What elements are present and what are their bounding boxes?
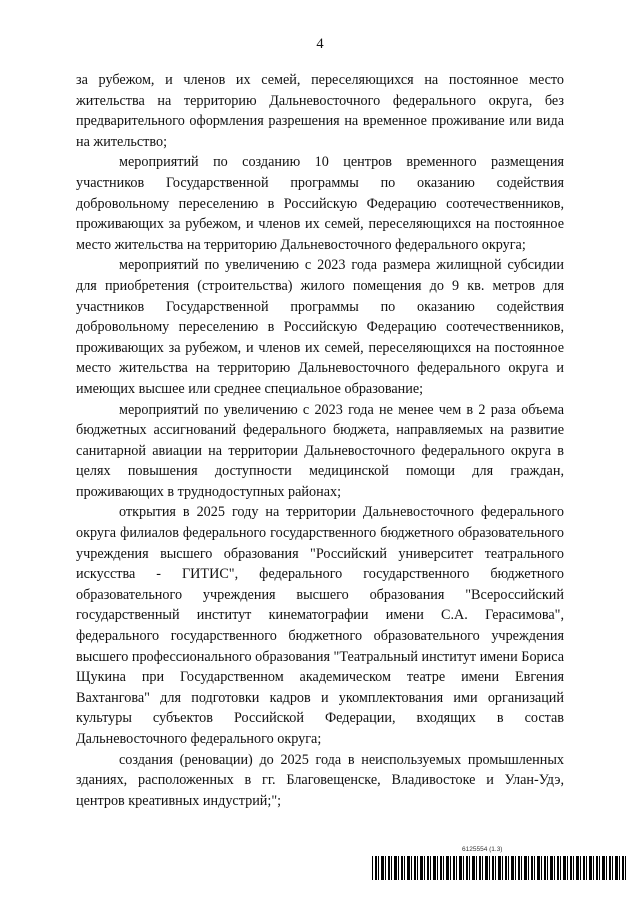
barcode — [372, 846, 632, 886]
page-number: 4 — [316, 36, 324, 52]
paragraph-1: за рубежом, и членов их семей, переселяющихся на постоянное место жительства на территорию Дальневосточного федерального округа, без предварительного оформления разрешения на временное проживание или вида на жительство; — [76, 72, 564, 150]
paragraph-4: мероприятий по увеличению с 2023 года не менее чем в 2 раза объема бюджетных ассигнований федерального бюджета, направляемых на развитие санитарной авиации на территории Дальневосточного федерального округа в целях повышения доступности медицинской помощи для граждан, проживающих в труднодоступных районах; — [76, 401, 564, 500]
paragraph-2: мероприятий по созданию 10 центров временного размещения участников Государственной программы по оказанию содействия добровольному переселению в Российскую Федерацию соотечественников, проживающих за рубежом, и членов их семей, переселяющихся на постоянное место жительства на территорию Дальневосточного федерального округа; — [76, 154, 564, 253]
barcode-bars — [372, 856, 627, 880]
paragraph-5: открытия в 2025 году на территории Дальневосточного федерального округа филиалов федерального государственного бюджетного образовательного учреждения высшего образования "Российский университет театрального искусства - ГИТИС", федерального государственного бюджетного образовательного учреждения высшего образования "Всероссийский государственный институт кинематографии имени С.А. Герасимова", федерального государственного бюджетного образовательного учреждения высшего профессионального образования "Театральный институт имени Бориса Щукина при Государственном академическом театре имени Евгения Вахтангова" для подготовки кадров и укомплектования ими организаций культуры субъектов Российской Федерации, входящих в состав Дальневосточного федерального округа; — [76, 504, 564, 747]
document-body — [76, 70, 564, 811]
barcode-caption: 6125554 (1.3) — [462, 846, 503, 853]
paragraph-6: создания (реновации) до 2025 года в неиспользуемых промышленных зданиях, расположенных в гг. Благовещенске, Владивостоке и Улан-Удэ, центров креативных индустрий;"; — [76, 751, 564, 809]
paragraph-3: мероприятий по увеличению с 2023 года размера жилищной субсидии для приобретения (строительства) жилого помещения до 9 кв. метров для участников Государственной программы по оказанию содействия добровольному переселению в Российскую Федерацию соотечественников, проживающих за рубежом, и членов их семей, переселяющихся на постоянное место жительства на территорию Дальневосточного федерального округа и имеющих высшее или среднее специальное образование; — [76, 257, 564, 397]
